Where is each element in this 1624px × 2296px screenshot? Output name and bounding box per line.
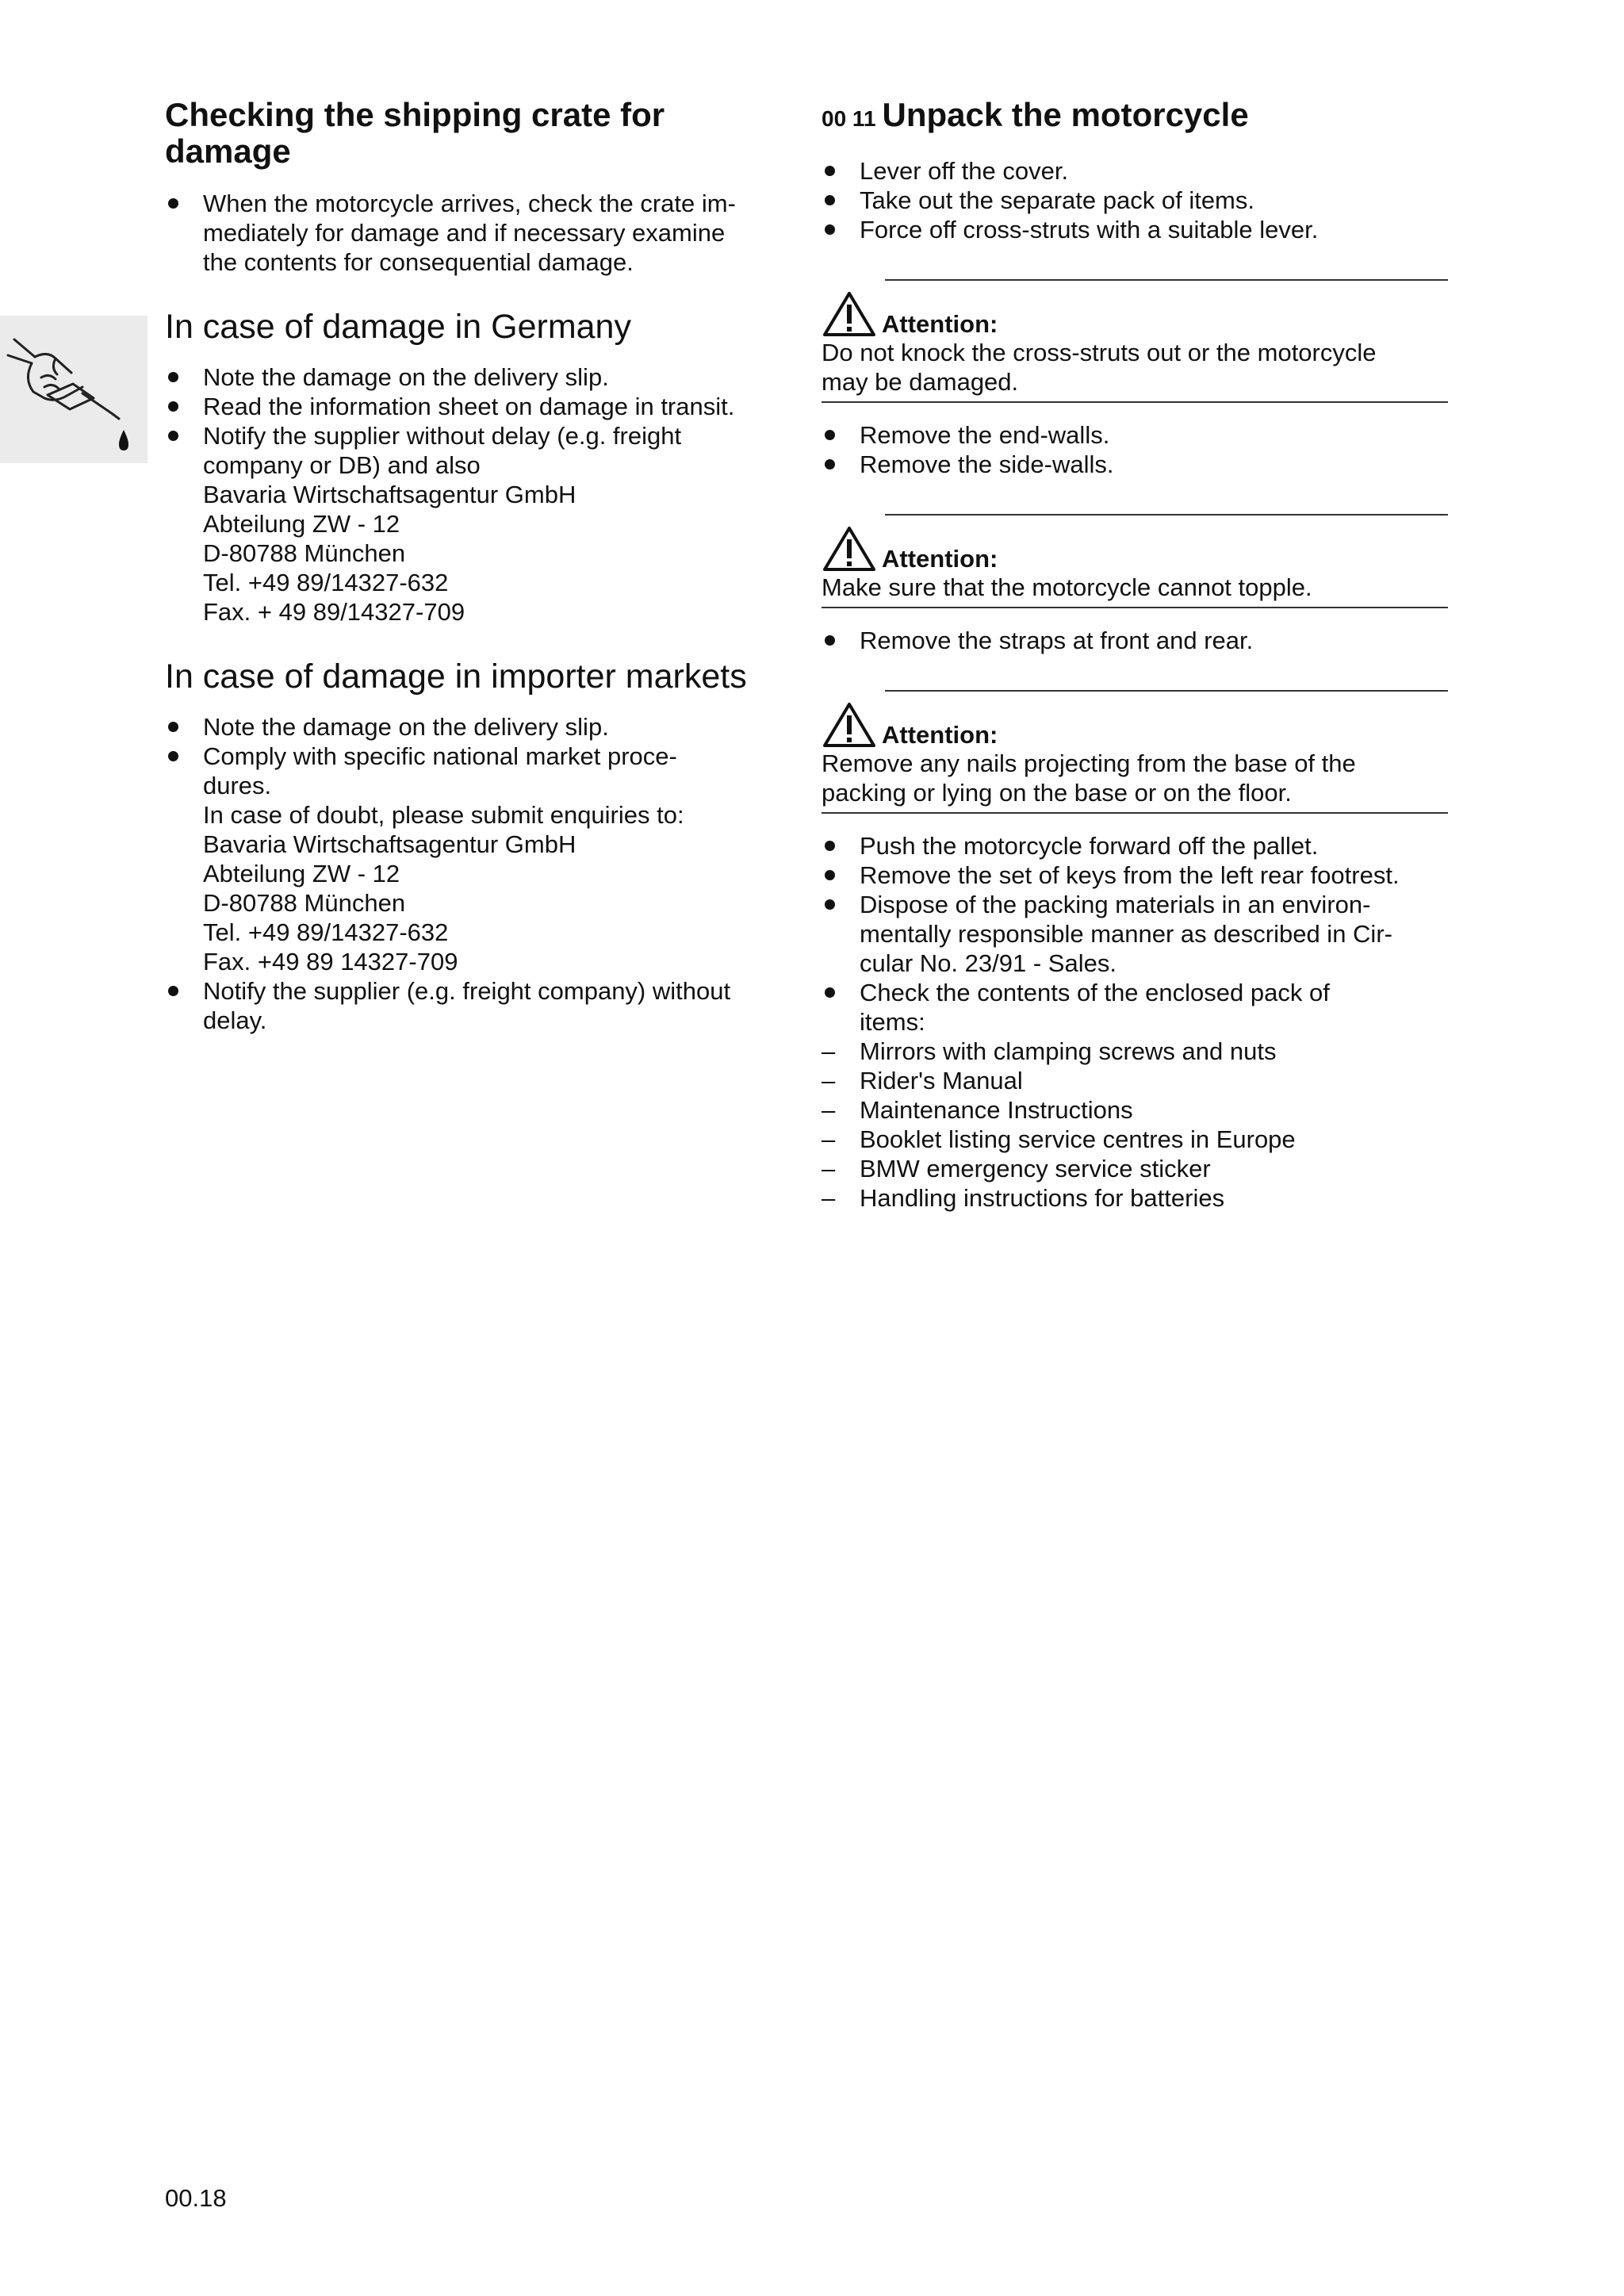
divider: [822, 812, 1448, 814]
list-item: – Handling instructions for batteries: [822, 1183, 1448, 1213]
unpack-steps-1: [822, 156, 1448, 244]
warning-triangle-icon: [822, 525, 877, 573]
list-item: – BMW emergency service sticker: [822, 1154, 1448, 1183]
heading-damage-germany: In case of damage in Germany: [165, 308, 631, 346]
section-title-crate-check: Checking the shipping crate for damage: [165, 96, 665, 170]
intro-list: [165, 189, 799, 277]
oil-can-hand-icon: [0, 316, 147, 463]
attention-box-2: [822, 514, 1448, 608]
attention-text: Remove any nails projecting from the base of the packing or lying on the base or on the floor.: [822, 749, 1356, 807]
list-item: Notify the supplier without delay (e.g. freight company or DB) and also Bavaria Wirtschaftsagentur GmbH Abteilung ZW - 12 D-80788 München Tel. +49 89/14327-632 Fax. + 49 89/14327-709: [165, 421, 799, 627]
attention-label: Attention:: [882, 545, 998, 573]
list-item: Remove the straps at front and rear.: [822, 626, 1448, 655]
list-item: – Mirrors with clamping screws and nuts: [822, 1037, 1448, 1066]
attention-label: Attention:: [882, 310, 998, 338]
section-title-text: Unpack the motorcycle: [882, 96, 1249, 133]
list-item: Push the motorcycle forward off the pallet.: [822, 831, 1448, 861]
list-item: Force off cross-struts with a suitable lever.: [822, 215, 1448, 244]
list-item: Remove the side-walls.: [822, 450, 1448, 479]
list-item: Lever off the cover.: [822, 156, 1448, 186]
divider: [822, 607, 1448, 608]
section-title-unpack: [822, 97, 1448, 137]
unpack-steps-4: [822, 831, 1448, 1213]
list-item: Remove the end-walls.: [822, 420, 1448, 450]
attention-box-1: [822, 279, 1448, 403]
attention-label: Attention:: [882, 721, 998, 749]
section-code: 00 11: [822, 106, 876, 131]
list-item: Read the information sheet on damage in transit.: [165, 392, 799, 421]
unpack-steps-3: [822, 626, 1448, 655]
attention-box-3: [822, 690, 1448, 814]
list-item: – Booklet listing service centres in Europe: [822, 1125, 1448, 1154]
importer-list: [165, 712, 799, 1035]
list-item: Remove the set of keys from the left rear footrest.: [822, 861, 1448, 890]
divider: [822, 401, 1448, 403]
section-tab: [0, 316, 147, 463]
page-number: 00.18: [165, 2184, 227, 2212]
list-item: Note the damage on the delivery slip.: [165, 712, 799, 742]
heading-damage-importer: In case of damage in importer markets: [165, 657, 747, 696]
warning-triangle-icon: [822, 701, 877, 749]
list-item: Take out the separate pack of items.: [822, 186, 1448, 215]
right-column: [822, 97, 1448, 1213]
unpack-steps-2: [822, 420, 1448, 479]
warning-triangle-icon: [822, 290, 877, 338]
list-item: Note the damage on the delivery slip.: [165, 362, 799, 392]
germany-list: [165, 362, 799, 627]
list-item: Notify the supplier (e.g. freight company) without delay.: [165, 976, 799, 1035]
attention-text: Make sure that the motorcycle cannot topple.: [822, 573, 1312, 601]
list-item: – Rider's Manual: [822, 1066, 1448, 1095]
left-column: [165, 97, 799, 1035]
list-item: Check the contents of the enclosed pack of items:: [822, 978, 1448, 1037]
list-item: When the motorcycle arrives, check the crate im- mediately for damage and if necessary examine the contents for consequential damage.: [165, 189, 799, 277]
list-item: Dispose of the packing materials in an environ- mentally responsible manner as described in Cir- cular No. 23/91 - Sales.: [822, 890, 1448, 978]
attention-text: Do not knock the cross-struts out or the motorcycle may be damaged.: [822, 339, 1377, 396]
list-item: – Maintenance Instructions: [822, 1095, 1448, 1125]
list-item: Comply with specific national market proce- dures. In case of doubt, please submit enquiries to: Bavaria Wirtschaftsagentur GmbH Abteilung ZW - 12 D-80788 München Tel. +49 89/14327-632 Fax. +49 89 14327-709: [165, 742, 799, 976]
